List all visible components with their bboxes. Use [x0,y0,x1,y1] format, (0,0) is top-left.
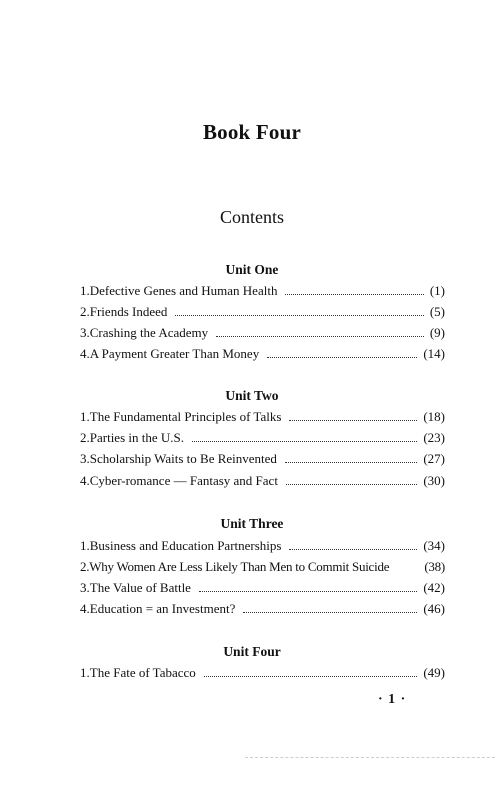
toc-entry-page: (18) [423,409,445,424]
scan-artifact-line [245,757,495,758]
toc-entry-page: (9) [429,325,445,340]
toc-entry-label: 3.Scholarship Waits to Be Reinvented [80,451,277,466]
dot-leader [199,590,417,592]
toc-entry-label: 2.Parties in the U.S. [80,430,184,445]
dot-leader [243,611,417,613]
dot-leader [286,483,417,485]
dot-leader [204,675,418,677]
toc-entry-page: (14) [423,346,445,361]
toc-entry-page: (5) [429,304,445,319]
unit-heading-two: Unit Two [225,388,279,403]
toc-entry-page: (42) [423,580,445,595]
dot-leader [175,314,423,316]
toc-entry[interactable] [80,473,445,491]
toc-entry[interactable] [80,346,445,364]
dot-leader [289,419,417,421]
toc-entry-label: 1.Business and Education Partnerships [80,538,282,553]
book-title: Book Four [202,120,302,144]
toc-entry[interactable] [80,580,445,598]
toc-entry[interactable] [80,601,445,619]
toc-entry-page: (30) [423,473,445,488]
toc-entry-page: (38) [424,559,445,574]
toc-entry[interactable] [80,665,445,683]
toc-entry[interactable] [80,409,445,427]
toc-entry[interactable] [80,304,445,322]
dot-leader [192,440,417,442]
toc-entry-label: 1.The Fundamental Principles of Talks [80,409,282,424]
dot-leader [216,335,424,337]
toc-entry-page: (1) [429,283,445,298]
toc-entry-page: (34) [423,538,445,553]
unit-heading-one: Unit One [225,262,279,277]
toc-entry[interactable] [80,430,445,448]
dot-leader [285,461,417,463]
unit-heading-four: Unit Four [223,644,281,659]
toc-entry-label: 2.Why Women Are Less Likely Than Men to Commit Suicide [80,559,390,574]
toc-entry-label: 3.The Value of Battle [80,580,191,595]
dot-leader [289,548,417,550]
toc-entry-label: 1.Defective Genes and Human Health [80,283,278,298]
toc-entry[interactable] [80,283,445,301]
page-number: · 1 · [378,692,407,707]
toc-entry-page: (23) [423,430,445,445]
toc-entry-label: 4.A Payment Greater Than Money [80,346,260,361]
toc-entry-page: (46) [423,601,445,616]
unit-heading-three: Unit Three [220,516,284,531]
toc-entry-label: 3.Crashing the Academy [80,325,209,340]
toc-entry[interactable] [80,451,445,469]
toc-entry[interactable] [80,538,445,556]
toc-entry[interactable] [80,325,445,343]
dot-leader [285,293,423,295]
dot-leader [392,570,421,571]
toc-entry-label: 2.Friends Indeed [80,304,168,319]
toc-entry-label: 1.The Fate of Tabacco [80,665,196,680]
toc-entry-page: (49) [423,665,445,680]
contents-title: Contents [219,207,284,227]
toc-entry-page: (27) [423,451,445,466]
toc-entry-label: 4.Cyber-romance — Fantasy and Fact [80,473,278,488]
dot-leader [267,356,417,358]
toc-entry-label: 4.Education = an Investment? [80,601,236,616]
toc-entry[interactable] [80,559,445,577]
